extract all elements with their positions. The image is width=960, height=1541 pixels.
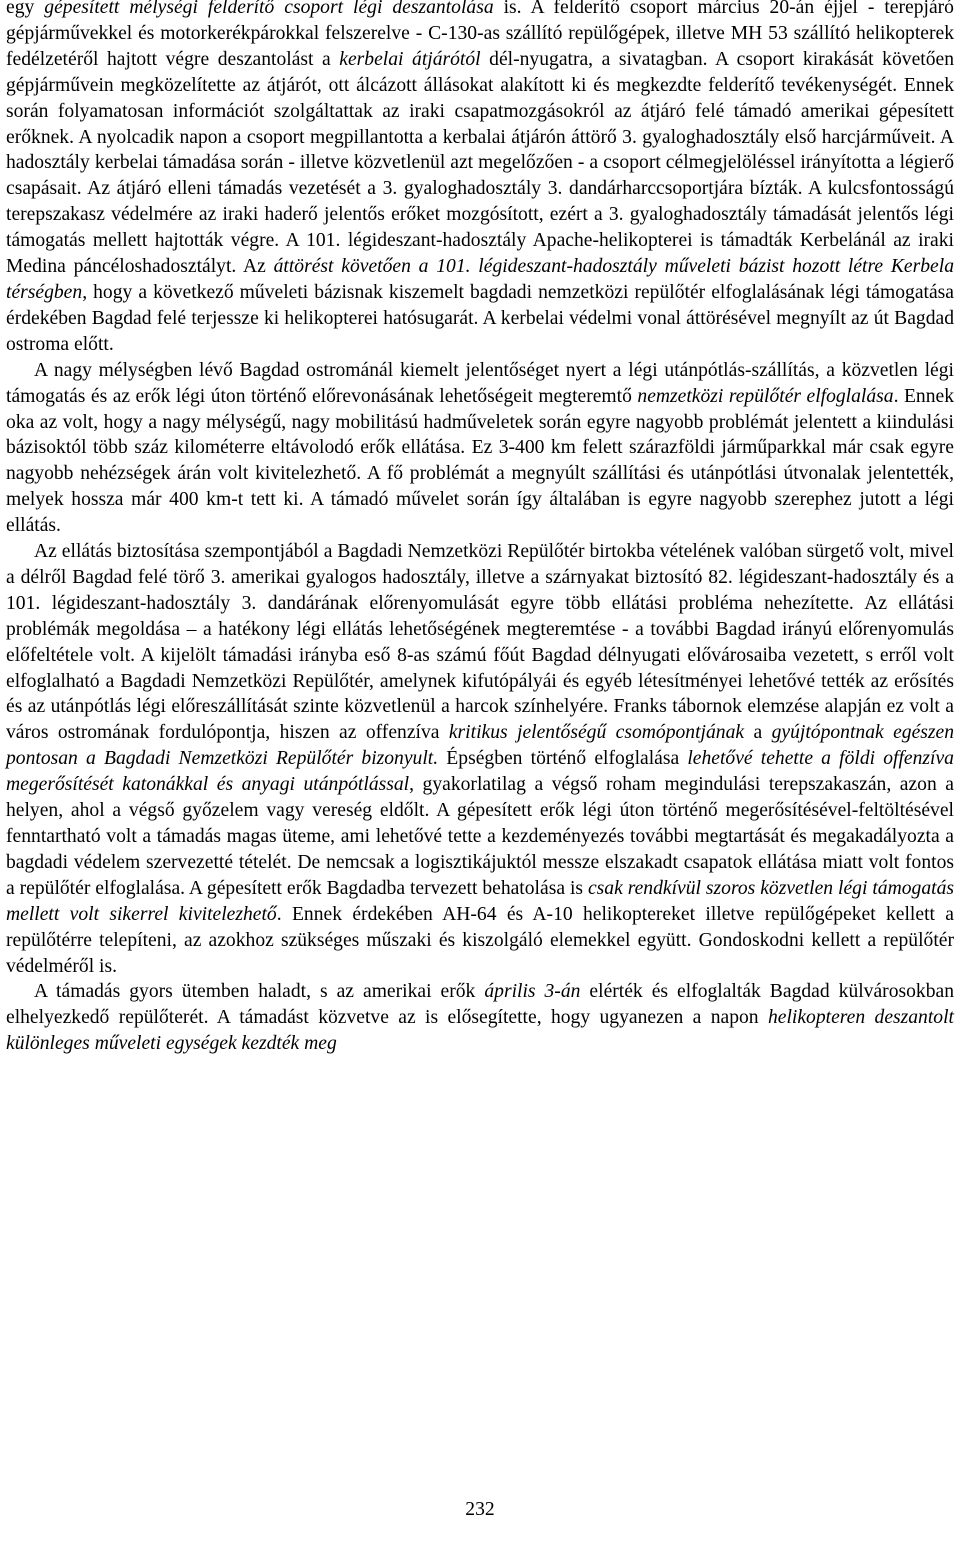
paragraph xyxy=(6,979,954,1057)
text-run: egy xyxy=(6,0,45,18)
text-run: dél-nyugatra, a sivatagban. A csoport kirakását követően gépjárművein megközelítette az átjárót, ott álcázott állásokat alakított ki és megkezdte felderítő tevékenységét. Ennek során folyamatosan információt szolgáltattak az iraki csapatmozgásokról az átjáró felé támadó amerikai gépesített erőknek. A nyolcadik napon a csoport megpillantotta a kerbalai átjárón áttörő 3. gyaloghadosztály első harcjárműveit. A hadosztály kerbelai támadása során - illetve közvetlenül azt megelőzően - a csoport célmegjelöléssel irányította a légierő csapásait. Az átjáró elleni támadás vezetését a 3. gyaloghadosztály 3. dandárharccsoportjára bízták. A kulcsfontosságú terepszakasz védelmére az iraki haderő jelentős erőket mozgósított, ezért a 3. gyaloghadosztály támadását jelentős légi támogatás mellett hajtották végre. A 101. légideszant-hadosztály Apache-helikopterei is támadták Kerbelánál az iraki Medina páncéloshadosztályt. Az xyxy=(6,48,954,278)
paragraph xyxy=(6,539,954,979)
text-run: Épségben történő elfoglalása xyxy=(438,748,688,770)
document-page xyxy=(6,0,954,1057)
italic-text: gyújtópontnak egészen pontosan a Bagdadi Nemzetközi Repülőtér bizonyult. xyxy=(6,722,955,770)
italic-text: helikopteren deszantolt különleges műveleti egységek kezdték meg xyxy=(6,1007,954,1055)
text-run: elérték és elfoglalták Bagdad külvárosokban elhelyezkedő repülőterét. A támadást közvetve az is elősegítette, hogy ugyanezen a napon xyxy=(6,981,955,1029)
italic-text: gépesített mélységi felderítő csoport légi deszantolása xyxy=(44,0,494,18)
italic-text: kerbelai átjárótól xyxy=(339,48,481,70)
text-run: A nagy mélységben lévő Bagdad ostrománál kiemelt jelentőséget nyert a légi utánpótlás-szállítás, a közvetlen légi támogatás és az erők légi úton történő előrevonásának lehetőségeit megteremtő xyxy=(6,359,954,407)
page-number: 232 xyxy=(465,1499,495,1520)
text-run: . Ennek oka az volt, hogy a nagy mélységű, nagy mobilitású hadműveletek során egyre nagyobb problémát jelentett a kiindulási bázisoktól több száz kilométerre eltávolodó erők ellátása. Ez 3-400 km felett szárazföldi járműparkkal már csak egyre nagyobb nehézségek árán volt kivitelezhető. A fő problémát a megnyúlt szállítási és utánpótlási útvonalak jelentették, melyek hossza már 400 km-t tett ki. A támadó művelet során így általában is egyre nagyobb szerephez jutott a légi ellátás. xyxy=(6,385,955,537)
italic-text: április 3-án xyxy=(484,981,581,1003)
italic-text: lehetővé tehette a földi offenzíva megerősítését katonákkal és anyagi utánpótlással xyxy=(6,748,954,796)
text-run: a xyxy=(744,722,772,744)
italic-text: kritikus jelentőségű csomópontjának xyxy=(448,722,745,744)
body-text xyxy=(6,0,954,1057)
paragraph xyxy=(6,358,954,539)
text-run: , gyakorlatilag a végső roham megindulási terepszakaszán, azon a helyen, ahol a végső győzelem vagy vereség eldőlt. A gépesített erők légi úton történő megerősítésével-feltöltésével fenntartható volt a támadás magas üteme, ami lehetővé tette a kezdeményezés további megtartását és megakadályozta a bagdadi védelem szervezetté tételét. De nemcsak a logisztikájuktól messze elszakadt csapatok ellátása miatt volt fontos a repülőtér elfoglalása. A gépesített erők Bagdadba tervezett behatolása is xyxy=(6,774,954,899)
italic-text: csak rendkívül szoros közvetlen légi támogatás mellett volt sikerrel kivitelezhető xyxy=(6,877,954,925)
italic-text: áttörést követően a 101. légideszant-hadosztály műveleti bázist hozott létre Kerbela térségben xyxy=(6,256,954,303)
paragraph xyxy=(6,0,954,358)
text-run: . Ennek érdekében AH-64 és A-10 helikoptereket illetve repülőgépeket kellett a repülőtérre telepíteni, az azokhoz szükséges műszaki és kiszolgáló elemekkel együtt. Gondoskodni kellett a repülőtér védelméről is. xyxy=(6,903,954,977)
italic-text: nemzetközi repülőtér elfoglalása xyxy=(637,385,894,407)
text-run: is. A felderítő csoport március 20-án éjjel - terepjáró gépjárművekkel és motorkerékpárokkal felszerelve - C-130-as szállító repülőgépek, illetve MH 53 szállító helikopterek fedélzetéről hajtott végre deszantolást a xyxy=(6,0,954,70)
text-run: , hogy a következő műveleti bázisnak kiszemelt bagdadi nemzetközi repülőtér elfoglalásának légi támogatása érdekében Bagdad felé terjessze ki helikopterei hatósugarát. A kerbelai védelmi vonal áttörésével megnyílt az út Bagdad ostroma előtt. xyxy=(6,281,954,355)
text-run: Az ellátás biztosítása szempontjából a Bagdadi Nemzetközi Repülőtér birtokba vételének valóban sürgető volt, mivel a délről Bagdad felé törő 3. amerikai gyalogos hadosztály, illetve a szárnyakat biztosító 82. légideszant-hadosztály és a 101. légideszant-hadosztály 3. dandárának előrenyomulását egyre több ellátási probléma nehezítette. Az ellátási problémák megoldása – a hatékony légi ellátás lehetőségének megteremtése - a további Bagdad irányú előrenyomulás előfeltétele volt. A kijelölt támadási irányba eső 8-as számú főút Bagdad délnyugati elővárosaiba vezetett, s erről volt elfoglalható a Bagdadi Nemzetközi Repülőtér, amelynek kifutópályái és egyéb létesítményei lehetővé tették az erősítés és az utánpótlás légi előreszállítását szinte közvetlenül a harcok színhelyére. Franks tábornok elemzése alapján ez volt a város ostromának fordulópontja, hiszen az offenzíva xyxy=(6,541,954,744)
text-run: A támadás gyors ütemben haladt, s az amerikai erők xyxy=(34,981,485,1003)
